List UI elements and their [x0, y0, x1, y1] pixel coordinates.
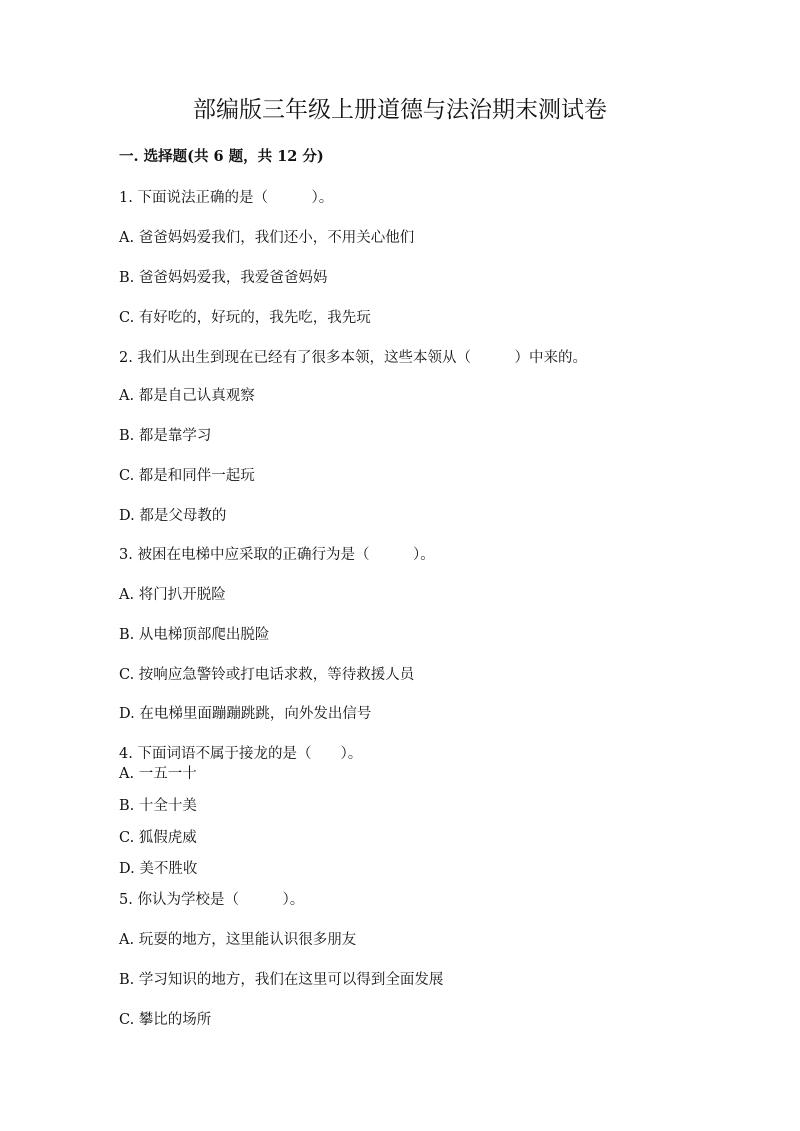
question-2-option-c: C. 都是和同伴一起玩	[119, 468, 255, 484]
question-5-option-c: C. 攀比的场所	[119, 1012, 212, 1028]
question-4-option-c: C. 狐假虎威	[119, 830, 197, 846]
question-4-option-a: A. 一五一十	[119, 766, 197, 782]
question-1-option-c: C. 有好吃的，好玩的，我先吃，我先玩	[119, 310, 371, 326]
section-header: 一. 选择题(共 6 题，共 12 分)	[119, 148, 324, 165]
question-5-option-a: A. 玩耍的地方，这里能认识很多朋友	[119, 932, 357, 948]
question-4-option-b: B. 十全十美	[119, 798, 197, 814]
question-5-option-b: B. 学习知识的地方，我们在这里可以得到全面发展	[119, 972, 444, 988]
question-4-option-d: D. 美不胜收	[119, 861, 198, 877]
question-2-option-d: D. 都是父母教的	[119, 508, 227, 524]
question-3-option-b: B. 从电梯顶部爬出脱险	[119, 627, 270, 643]
question-5-stem: 5. 你认为学校是（ ）。	[119, 892, 305, 908]
page-title: 部编版三年级上册道德与法治期末测试卷	[193, 97, 607, 123]
question-2-option-a: A. 都是自己认真观察	[119, 388, 255, 404]
question-2-option-b: B. 都是靠学习	[119, 428, 212, 444]
question-1-stem: 1. 下面说法正确的是（ ）。	[119, 190, 334, 206]
question-4-stem: 4. 下面词语不属于接龙的是（ ）。	[119, 746, 363, 762]
question-3-option-a: A. 将门扒开脱险	[119, 587, 226, 603]
question-3-stem: 3. 被困在电梯中应采取的正确行为是（ ）。	[119, 547, 435, 563]
question-3-option-c: C. 按响应急警铃或打电话求救，等待救援人员	[119, 667, 415, 683]
question-2-stem: 2. 我们从出生到现在已经有了很多本领，这些本领从（ ）中来的。	[119, 350, 587, 366]
question-1-option-a: A. 爸爸妈妈爱我们，我们还小，不用关心他们	[119, 230, 415, 246]
question-1-option-b: B. 爸爸妈妈爱我，我爱爸爸妈妈	[119, 270, 328, 286]
question-3-option-d: D. 在电梯里面蹦蹦跳跳，向外发出信号	[119, 706, 372, 722]
